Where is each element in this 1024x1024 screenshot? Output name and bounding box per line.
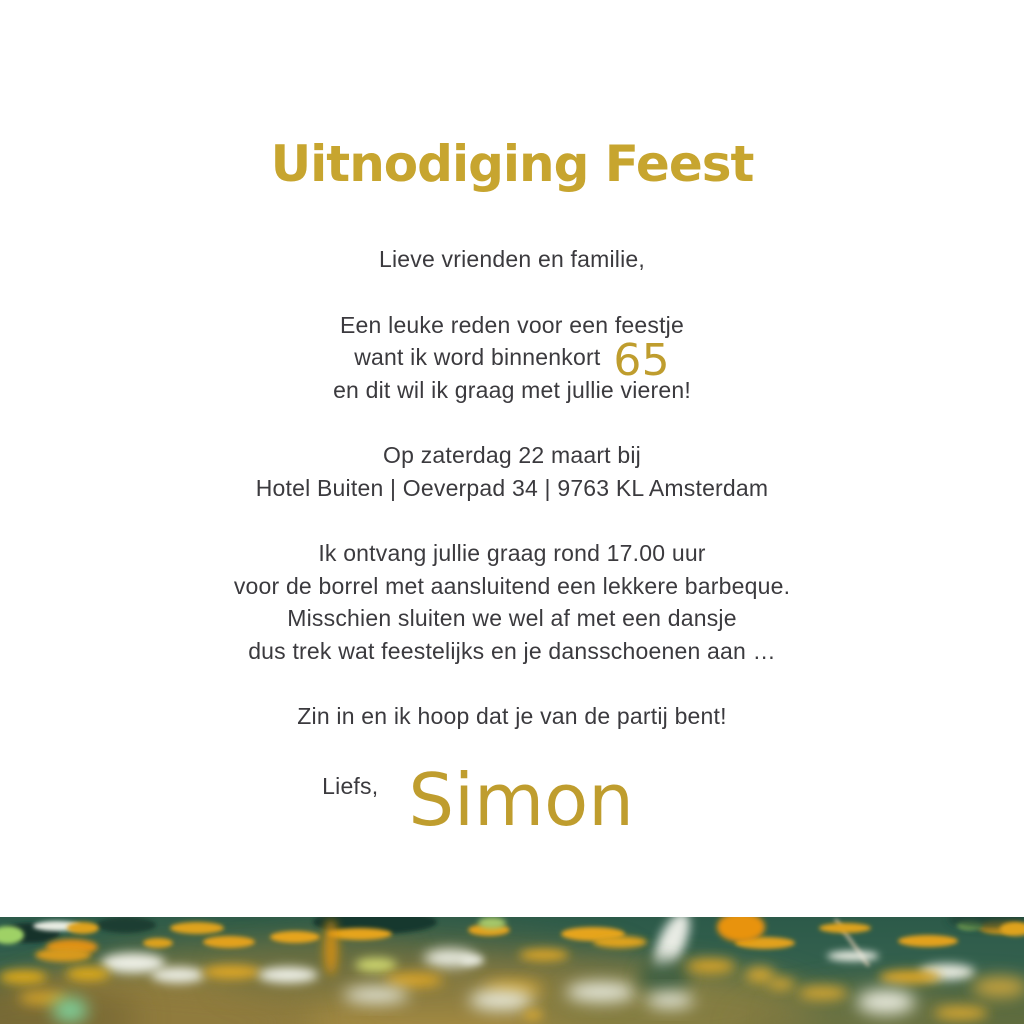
intro-line-3: en dit wil ik graag met jullie vieren!	[333, 376, 691, 403]
signature-block	[0, 758, 990, 842]
confetti-photo	[0, 917, 1024, 1024]
invitation-body	[0, 243, 1024, 766]
page-title: Uitnodiging Feest	[270, 134, 754, 193]
greeting-line: Lieve vrienden en familie,	[378, 246, 646, 272]
intro-line-2-text: want ik word binnenkort	[354, 344, 601, 370]
party-photo	[0, 917, 1024, 1024]
age-number: 65	[613, 335, 670, 386]
closing-line: Zin in en ik hoop dat je van de partij bent!	[297, 703, 727, 729]
details-line-2: voor de borrel met aansluitend een lekkere barbeque.	[233, 572, 791, 599]
closing-paragraph	[0, 700, 1024, 733]
details-line-1: Ik ontvang jullie graag rond 17.00 uur	[318, 540, 706, 566]
intro-line-1: Een leuke reden voor een feestje	[340, 311, 684, 338]
intro-line-2	[0, 335, 1024, 386]
signature-salutation: Liefs,	[322, 773, 379, 799]
when-where-paragraph	[0, 439, 1024, 504]
date-line: Op zaterdag 22 maart bij	[383, 442, 641, 468]
details-line-4: dus trek wat feestelijks en je dansschoenen aan …	[248, 637, 776, 664]
location-line: Hotel Buiten | Oeverpad 34 | 9763 KL Amsterdam	[255, 474, 769, 501]
signature-name: Simon	[408, 758, 634, 842]
intro-paragraph	[0, 309, 1024, 407]
details-line-3: Misschien sluiten we wel af met een dansje	[287, 605, 737, 631]
details-paragraph	[0, 537, 1024, 667]
greeting-paragraph	[0, 243, 1024, 276]
